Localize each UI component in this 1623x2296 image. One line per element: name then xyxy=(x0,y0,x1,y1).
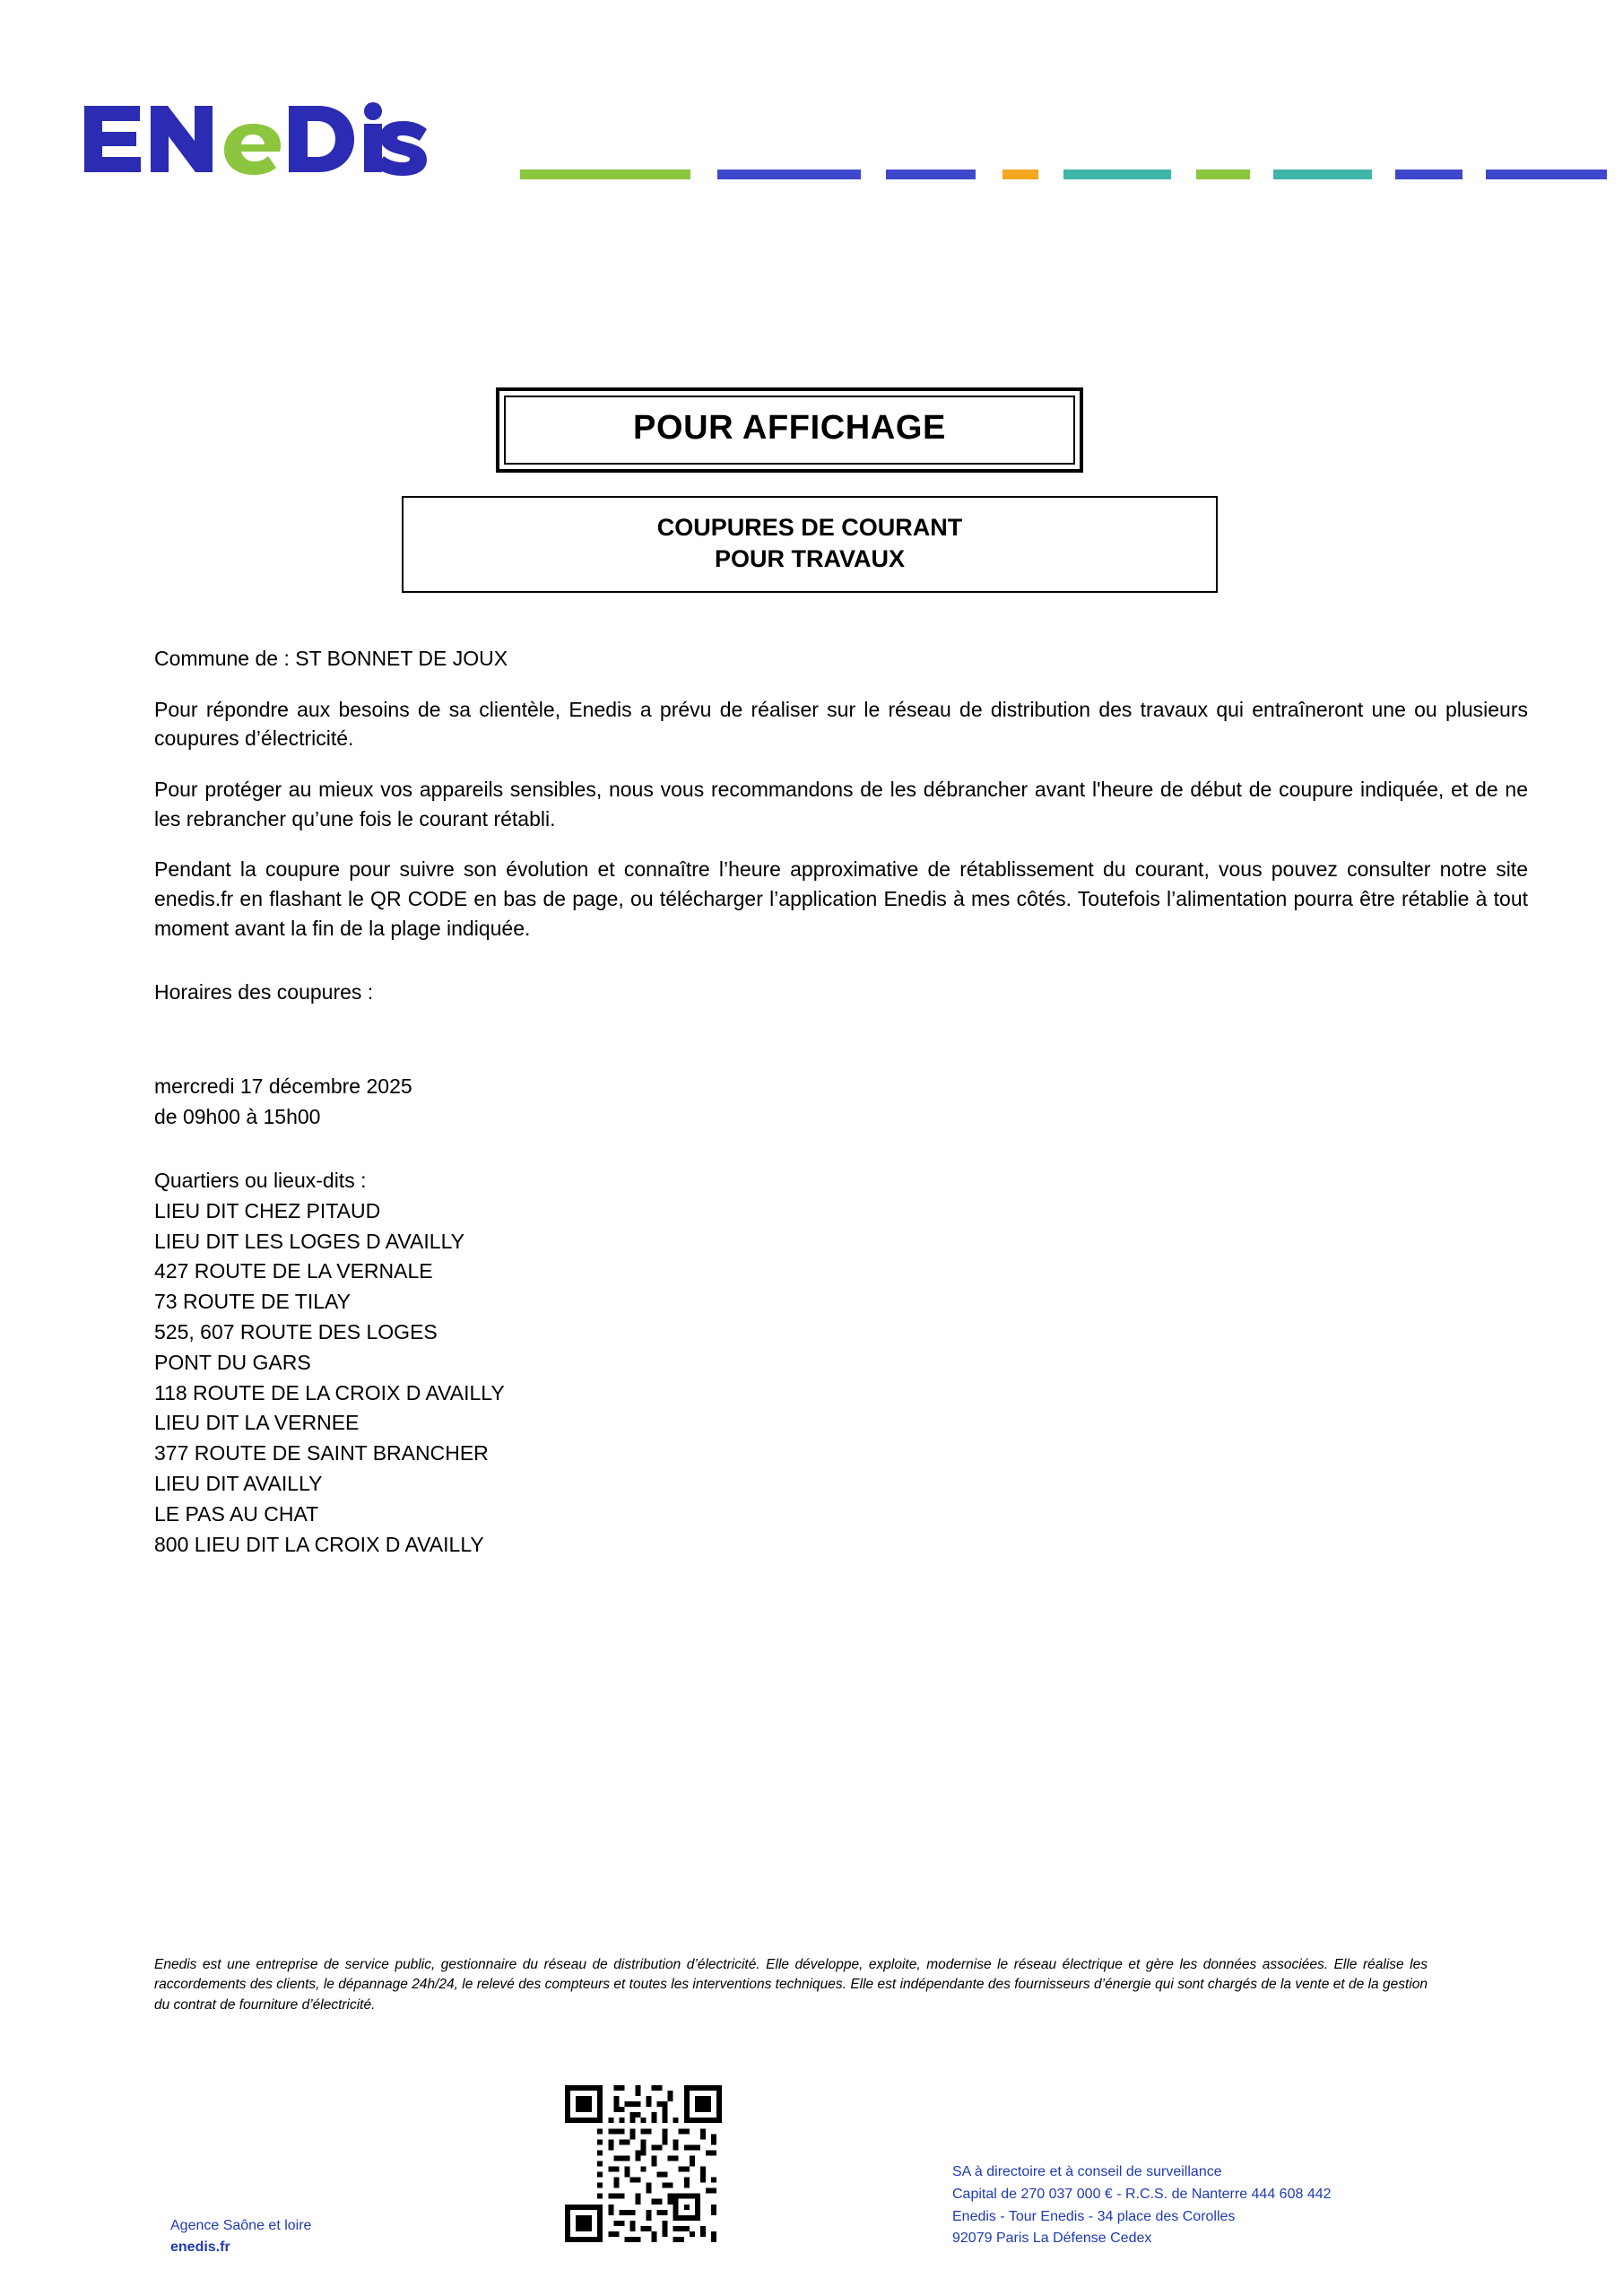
schedule-date: mercredi 17 décembre 2025 xyxy=(154,1074,412,1098)
enedis-logo xyxy=(81,100,430,178)
coupures-title-line1: COUPURES DE COURANT xyxy=(656,514,963,541)
brand-color-rule xyxy=(520,170,1623,179)
company-line-3: Enedis - Tour Enedis - 34 place des Corolles xyxy=(952,2208,1236,2224)
document-header xyxy=(81,100,1542,190)
paragraph-1: Pour répondre aux besoins de sa clientèle, Enedis a prévu de réaliser sur le réseau de distribution des travaux qui entraîneront une ou plusieurs coupures d’électricité. xyxy=(154,697,1528,751)
agence-website[interactable]: enedis.fr xyxy=(170,2239,230,2255)
coupures-title-box xyxy=(402,496,1218,593)
document-body xyxy=(154,644,1528,964)
schedule-block xyxy=(154,1072,412,1133)
company-line-1: SA à directoire et à conseil de surveillance xyxy=(952,2164,1222,2179)
qr-code[interactable] xyxy=(565,2085,722,2242)
pour-affichage-inner-frame xyxy=(504,396,1075,465)
company-line-2: Capital de 270 037 000 € - R.C.S. de Nanterre 444 608 442 xyxy=(952,2186,1332,2202)
list-item: 73 ROUTE DE TILAY xyxy=(154,1290,351,1314)
pour-affichage-banner xyxy=(496,387,1083,473)
company-info-block xyxy=(952,2161,1332,2250)
list-item: LIEU DIT LES LOGES D AVAILLY xyxy=(154,1229,464,1253)
paragraph-3: Pendant la coupure pour suivre son évolution et connaître l’heure approximative de rétablissement du courant, vous pouvez consulter notre site enedis.fr en flashant le QR CODE en bas de page, ou télécharger l’application Enedis à mes côtés. Toutefois l’alimentation pourra être rétablie à tout moment avant la fin de la plage indiquée. xyxy=(154,857,1528,940)
quartiers-block xyxy=(154,1166,505,1560)
list-item: LIEU DIT LA VERNEE xyxy=(154,1411,360,1435)
list-item: PONT DU GARS xyxy=(154,1350,311,1374)
list-item: 525, 607 ROUTE DES LOGES xyxy=(154,1319,438,1344)
list-item: 800 LIEU DIT LA CROIX D AVAILLY xyxy=(154,1532,484,1556)
schedule-time: de 09h00 à 15h00 xyxy=(154,1104,321,1128)
agence-name: Agence Saône et loire xyxy=(170,2218,312,2233)
coupures-title-line2: POUR TRAVAUX xyxy=(714,545,905,573)
list-item: 427 ROUTE DE LA VERNALE xyxy=(154,1259,433,1283)
paragraph-2: Pour protéger au mieux vos appareils sensibles, nous vous recommandons de les débrancher avant l'heure de début de coupure indiquée, et de ne les rebrancher qu’une fois le courant rétabli. xyxy=(154,777,1528,831)
quartiers-label: Quartiers ou lieux-dits : xyxy=(154,1169,367,1192)
list-item: 118 ROUTE DE LA CROIX D AVAILLY xyxy=(154,1380,505,1405)
company-line-4: 92079 Paris La Défense Cedex xyxy=(952,2231,1152,2247)
list-item: LE PAS AU CHAT xyxy=(154,1501,319,1526)
agence-block xyxy=(170,2215,311,2258)
list-item: LIEU DIT CHEZ PITAUD xyxy=(154,1198,381,1222)
pour-affichage-title: POUR AFFICHAGE xyxy=(633,409,946,447)
legal-notice: Enedis est une entreprise de service public, gestionnaire du réseau de distribution d’électricité. Elle développe, exploite, modernise le réseau électrique et gère les données associées. Elle réalise les raccordements des clients, le dépannage 24h/24, le relevé des compteurs et toutes les interventions techniques. Elle est indépendante des fournisseurs d’énergie qui sont chargés de la vente et de la gestion du contrat de fourniture d’électricité. xyxy=(154,1957,1428,2013)
horaires-label: Horaires des coupures : xyxy=(154,980,374,1004)
list-item: 377 ROUTE DE SAINT BRANCHER xyxy=(154,1441,489,1465)
list-item: LIEU DIT AVAILLY xyxy=(154,1471,323,1495)
commune-line: Commune de : ST BONNET DE JOUX xyxy=(154,647,508,670)
